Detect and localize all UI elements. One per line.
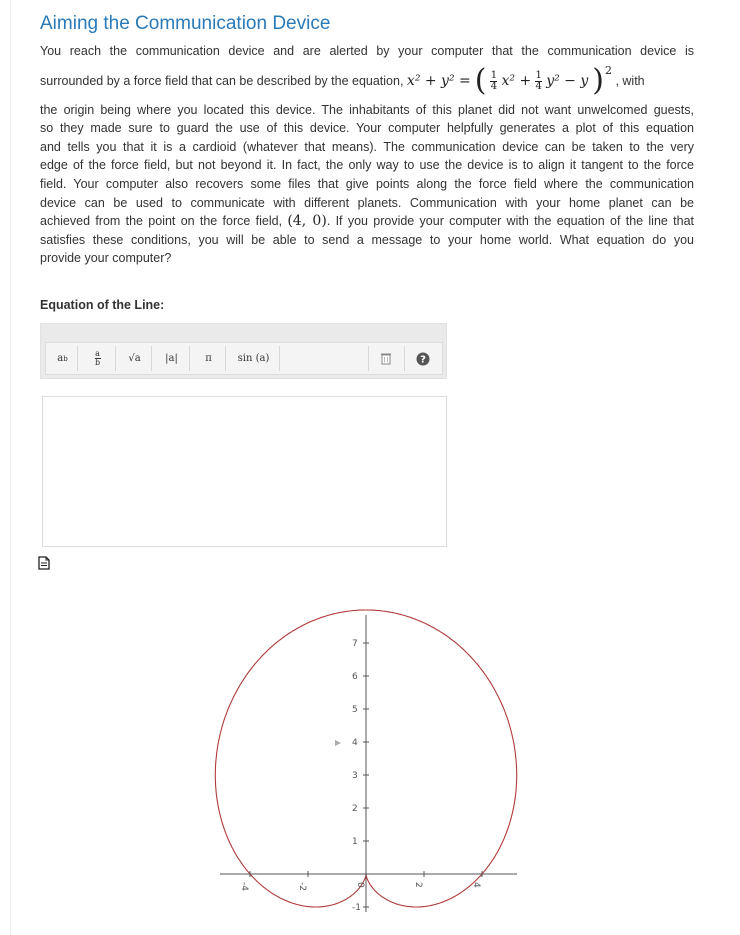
pi-icon: π xyxy=(205,353,212,364)
problem-text: , with xyxy=(615,73,645,88)
fraction-icon-den: b xyxy=(94,358,101,367)
plot-axes xyxy=(220,615,517,912)
problem-line: edge of the force field, but not beyond it. In fact, the only way to use the device is to align it tangent to the force xyxy=(40,158,694,173)
problem-line: so they made sure to guard the use of this device. Your computer helpfully generates a plot of this equation xyxy=(40,121,694,136)
problem-line: device can be used to communicate with different planets. Communication with your home planet can be xyxy=(40,195,694,210)
fraction-denominator: 4 xyxy=(490,80,498,92)
open-paren: ( xyxy=(474,63,487,99)
point-coordinate: (4, 0) xyxy=(287,213,327,230)
y-tick-label: 3 xyxy=(352,771,358,781)
y-tick-label: 5 xyxy=(352,705,358,715)
abs-icon: |a| xyxy=(165,353,178,364)
close-paren: ) xyxy=(592,63,604,99)
equation-lhs: x² + y² = xyxy=(406,73,471,90)
x-tick-label: 4 xyxy=(471,882,481,888)
y-tick-label: 4 xyxy=(352,738,358,748)
problem-line: and tells you that it is a cardioid (whatever that means). The communication device can be taken to the very xyxy=(40,139,694,154)
equation-exponent: 2 xyxy=(604,64,612,78)
page-title: Aiming the Communication Device xyxy=(40,13,331,34)
y-tick-label: 6 xyxy=(352,672,358,682)
equation-inner: x² + xyxy=(501,73,532,90)
fraction-numerator: 1 xyxy=(535,69,542,81)
equation-inner-2: y² − y xyxy=(546,73,589,90)
problem-line: field. Your computer also recovers some files that give points along the force field where the communication xyxy=(40,176,694,191)
x-tick-label: 2 xyxy=(413,882,423,888)
problem-line: the origin being where you located this device. The inhabitants of this planet did not want unwelcomed guests, xyxy=(40,102,694,117)
x-tick-label: 0 xyxy=(355,882,365,888)
x-tick-label: -4 xyxy=(239,882,249,891)
sqrt-icon: √a xyxy=(128,353,141,364)
problem-line: satisfies these conditions, you will be able to send a message to your home world. What equation do you xyxy=(40,232,694,247)
x-tick-label: -2 xyxy=(297,882,307,891)
cursor-marker-icon xyxy=(335,740,341,746)
answer-label: Equation of the Line: xyxy=(40,298,165,312)
problem-line: provide your computer? xyxy=(40,251,172,266)
problem-text: surrounded by a force field that can be described by the equation, xyxy=(40,73,404,88)
fraction-denominator: 4 xyxy=(535,80,542,92)
y-tick-label: 2 xyxy=(352,804,358,814)
y-tick-label: 1 xyxy=(352,837,358,847)
problem-text: . If you provide your computer with the equation of the line that xyxy=(326,214,694,229)
plot-ticks xyxy=(239,639,482,913)
fraction-icon-num: a xyxy=(95,349,100,358)
y-tick-label: 7 xyxy=(352,639,358,649)
svg-text:?: ? xyxy=(419,354,426,365)
superscript-exp: b xyxy=(63,354,68,363)
sin-icon: sin (a) xyxy=(237,353,270,364)
problem-line: You reach the communication device and are alerted by your computer that the communication device is xyxy=(40,44,694,58)
superscript-base: a xyxy=(57,353,64,364)
fraction-numerator: 1 xyxy=(490,69,498,81)
y-tick-label: -1 xyxy=(352,903,361,913)
problem-text: achieved from the point on the force field, xyxy=(40,214,283,229)
